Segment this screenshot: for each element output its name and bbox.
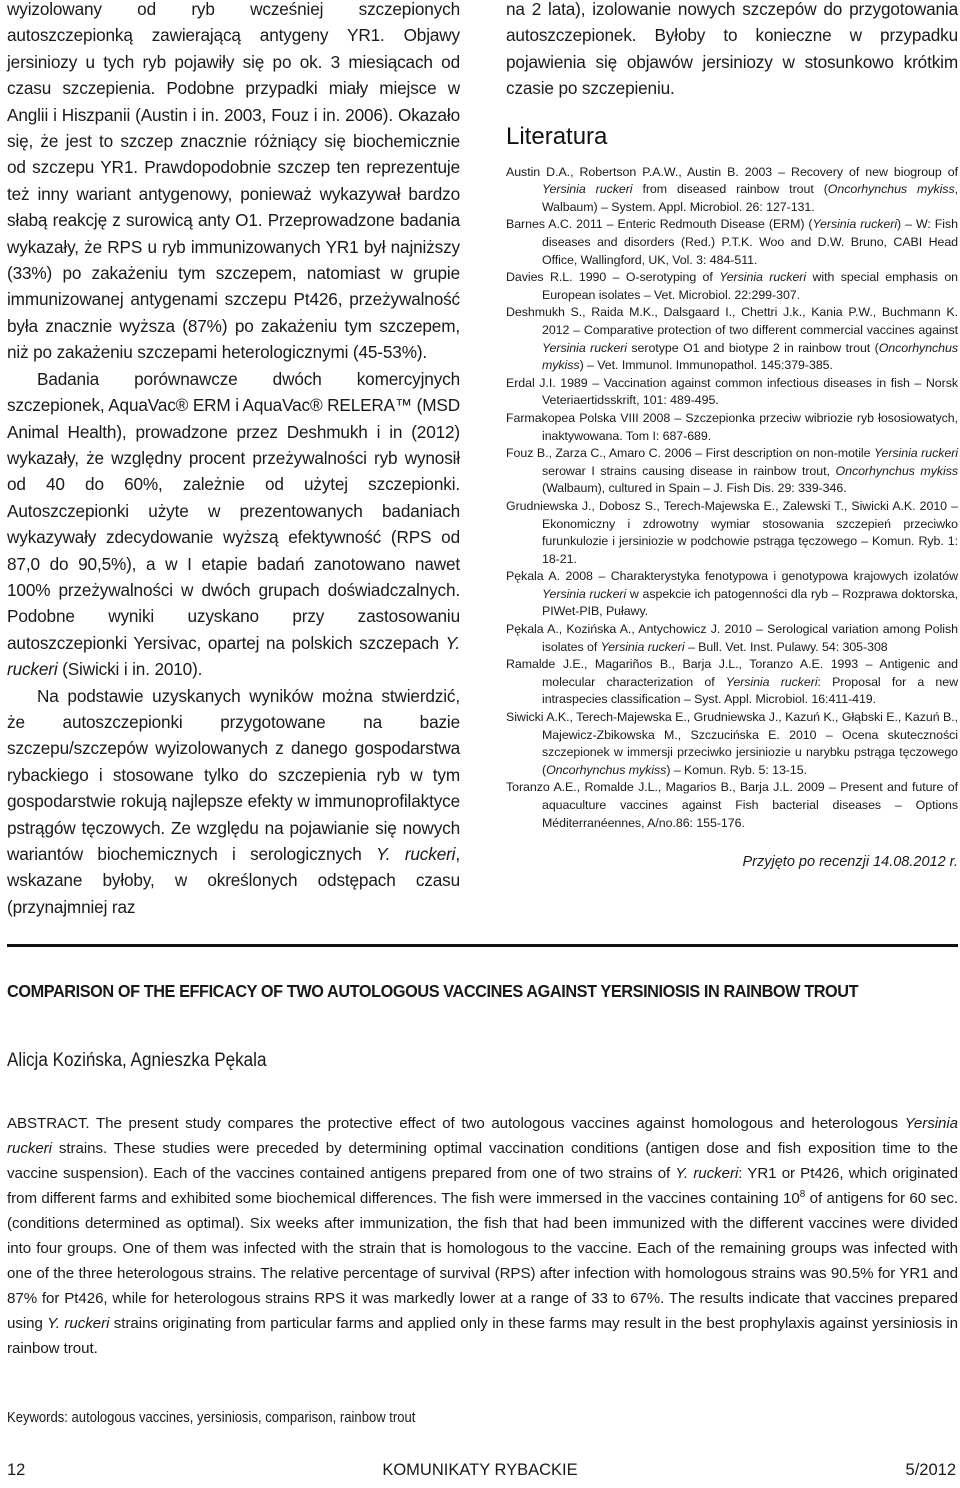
paragraph-3: Na podstawie uzyskanych wyników można stwierdzić, że autoszczepionki przygotowane na bazie szczepu/szczepów wyizolowanych z danego gospodarstwa rybackiego i stosowane tylko do szczepienia ryb w tym gospodarstwie rokują najlepsze efekty w immunoprofilaktyce pstrągów tęczowych. Ze względu na pojawianie się nowych wariantów biochemicznych i serologicznych Y. ruckeri, wskazane byłoby, w określonych odstępach czasu (przynajmniej raz <box>7 685 460 917</box>
reference-item: Siwicki A.K., Terech-Majewska E., Grudniewska J., Kazuń K., Głąbski E., Kazuń B., Majewicz-Zbikowska M., Szczucińska E. 2010 – Ocena skuteczności szczepionek w immersji przeciwko jersiniozie u narybku pstrąga tęczowego (Oncorhynchus mykiss) – Komun. Ryb. 5: 13-15. <box>506 710 958 777</box>
reference-item: Davies R.L. 1990 – O-serotyping of Yersinia ruckeri with special emphasis on European isolates – Vet. Microbiol. 22:299-307. <box>506 270 959 302</box>
paragraph-continuation: na 2 lata), izolowanie nowych szczepów do przygotowania autoszczepionek. Byłoby to konieczne w przypadku pojawienia się objawów jersiniozy w stosunkowo krótkim czasie po szczepieniu. <box>506 0 958 99</box>
reference-item: Austin D.A., Robertson P.A.W., Austin B. 2003 – Recovery of new biogroup of Yersinia ruckeri from diseased rainbow trout (Oncorhynchus mykiss, Walbaum) – System. Appl. Microbiol. 26: 127-131. <box>506 164 959 214</box>
reference-item: Toranzo A.E., Romalde J.L., Magarios B., Barja J.L. 2009 – Present and future of aquaculture vaccines against Fish bacterial diseases – Options Méditerranéennes, A/no.86: 155-176. <box>506 780 958 830</box>
issue-number: 5/2012 <box>905 1461 956 1479</box>
paragraph-1: wyizolowany od ryb wcześniej szczepionych autoszczepionką zawierającą antygeny YR1. Objawy jersiniozy u tych ryb pojawiły się po ok. 3 miesiącach od czasu szczepienia. Podobne przypadki miały miejsce w Anglii i Hiszpanii (Austin i in. 2003, Fouz i in. 2006). Okazało się, że jest to szczep znacznie różniący się biochemicznie od szczepu YR1. Prawdopodobnie szczep ten reprezentuje też inny wariant antygenowy, ponieważ wykazywał bardzo słabą reakcję z surowicą anty O1. Przeprowadzone badania wykazały, że RPS u ryb immunizowanych YR1 był najniższy (33%) po zakażeniu tym szczepem, natomiast w grupie immunizowanej antygenami szczepu Pt426, przeżywalność była znacznie wyższa (87%) po zakażeniu tym szczepem, niż po zakażeniu szczepami heterologicznymi (45-53%). <box>7 0 460 363</box>
references-heading: Literatura <box>506 122 608 150</box>
section-divider <box>7 944 958 947</box>
abstract: ABSTRACT. The present study compares the protective effect of two autologous vaccines against homologous and heterologous Yersinia ruckeri strains. These studies were preceded by determining optimal vaccination conditions (antigen dose and fish exposition time to the vaccine suspension). Each of the vaccines contained antigens prepared from one of two strains of Y. ruckeri: YR1 or Pt426, which originated from different farms and exhibited some biochemical differences. The fish were immersed in the vaccines containing $10^8$ of antigens for 60 sec. (conditions determined as optimal). Six weeks after immunization, the fish that had been immunized with the different vaccines were divided into four groups. One of them was infected with the strain that is homologous to the vaccine. Each of the remaining groups was infected with one of the three heterologous strains. The relative percentage of survival (RPS) after infection with homologous strains was 90.5% for YR1 and 87% for Pt426, while for heterologous strains RPS it was markedly lower at a range of 33 to 67%. The results indicate that vaccines prepared using Y. ruckeri strains originating from particular farms and applied only in these farms may result in the best prophylaxis against yersiniosis in rainbow trout. <box>7 1115 958 1357</box>
english-authors: Alicja Kozińska, Agnieszka Pękala <box>7 1050 267 1071</box>
journal-name: KOMUNIKATY RYBACKIE <box>382 1461 578 1479</box>
reference-item: Fouz B., Zarza C., Amaro C. 2006 – First description on non-motile Yersinia ruckeri serowar I strains causing disease in rainbow trout, Oncorhynchus mykiss (Walbaum), cultured in Spain – J. Fish Dis. 29: 339-346. <box>506 446 958 496</box>
reference-item: Barnes A.C. 2011 – Enteric Redmouth Disease (ERM) (Yersinia ruckeri) – W: Fish diseases and disorders (Red.) P.T.K. Woo and D.W. Bruno, CABI Head Office, Wallingford, UK, Vol. 3: 484-511. <box>506 217 958 267</box>
reference-item: Ramalde J.E., Magariños B., Barja J.L., Toranzo A.E. 1993 – Antigenic and molecular characterization of Yersinia ruckeri: Proposal for a new intraspecies classification – Syst. Appl. Microbiol. 16:411-419. <box>506 657 959 707</box>
keywords: Keywords: autologous vaccines, yersiniosis, comparison, rainbow trout <box>7 1410 416 1426</box>
reference-list <box>506 164 958 833</box>
page-footer <box>0 1458 960 1482</box>
page-number: 12 <box>7 1461 26 1479</box>
reference-item: Deshmukh S., Raida M.K., Dalsgaard I., Chettri J.k., Kania P.W., Buchmann K. 2012 – Comparative protection of two different commercial vaccines against Yersinia ruckeri serotype O1 and biotype 2 in rainbow trout (Oncorhynchus mykiss) – Vet. Immunol. Immunopathol. 145:379-385. <box>506 305 959 373</box>
reference-item: Farmakopea Polska VIII 2008 – Szczepionka przeciw wibriozie ryb łososiowatych, inaktywowana. Tom I: 687-689. <box>506 410 958 443</box>
english-title: COMPARISON OF THE EFFICACY OF TWO AUTOLOGOUS VACCINES AGAINST YERSINIOSIS IN RAINBOW TROUT <box>7 981 859 1001</box>
reference-item: Grudniewska J., Dobosz S., Terech-Majewska E., Zalewski T., Siwicki A.K. 2010 – Ekonomiczny i zdrowotny wymiar stosowania szczepień przeciwko furunkulozie i jersiniozie w podchowie pstrąga tęczowego – Komun. Ryb. 1: 18-21. <box>506 498 958 566</box>
reference-item: Pękala A., Kozińska A., Antychowicz J. 2010 – Serological variation among Polish isolates of Yersinia ruckeri – Bull. Vet. Inst. Pulawy. 54: 305-308 <box>506 622 958 654</box>
reference-item: Erdal J.I. 1989 – Vaccination against common infectious diseases in fish – Norsk Veteriaertidsskrift, 101: 489-495. <box>506 375 958 408</box>
paragraph-2: Badania porównawcze dwóch komercyjnych szczepionek, AquaVac® ERM i AquaVac® RELERA™ (MSD Animal Health), prowadzone przez Deshmukh i in (2012) wykazały, że względny procent przeżywalności ryb wynosił od 40 do 60%, zależnie od użytej szczepionki. Autoszczepionki użyte w prezentowanych badaniach wykazywały zdecydowanie wyższą efektywność (RPS od 87,0 do 90,5%), a w I etapie badań zanotowano nawet 100% przeżywalności w dwóch grupach doświadczalnych. Podobne wyniki uzyskano przy zastosowaniu autoszczepionki Yersivac, opartej na polskich szczepach Y. ruckeri (Siwicki i in. 2010). <box>7 368 460 680</box>
reference-item: Pękala A. 2008 – Charakterystyka fenotypowa i genotypowa krajowych izolatów Yersinia ruckeri w aspekcie ich patogenności dla ryb – Rozprawa doktorska, PIWet-PIB, Puławy. <box>506 569 958 619</box>
left-column <box>7 0 460 920</box>
received-date: Przyjęto po recenzji 14.08.2012 r. <box>742 854 958 871</box>
right-column <box>506 0 958 872</box>
